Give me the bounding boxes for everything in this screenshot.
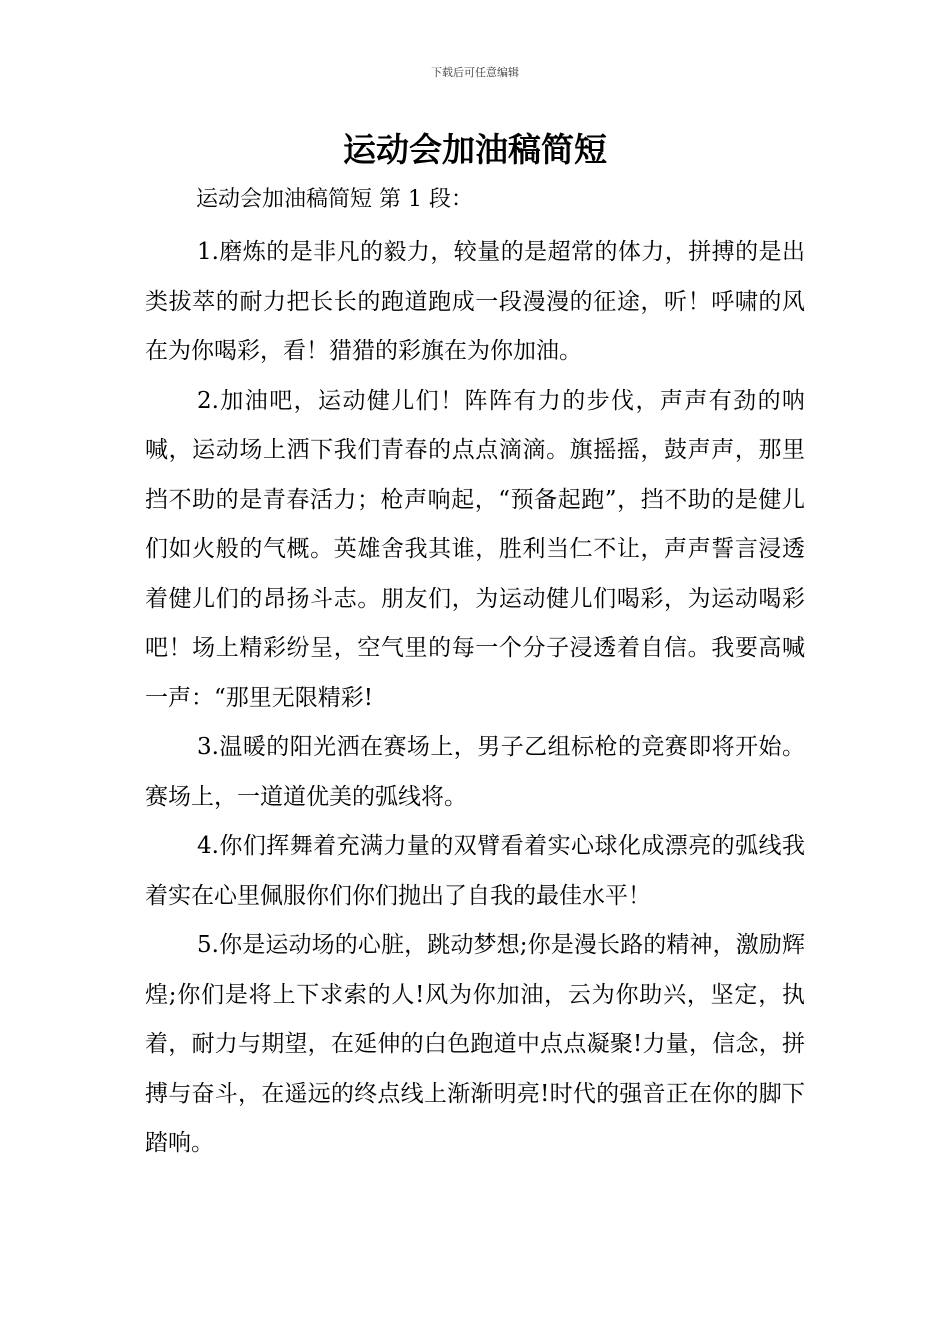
header-note: 下载后可任意编辑 xyxy=(431,66,519,79)
page-title: 运动会加油稿简短 xyxy=(343,130,607,169)
paragraph-1: 1.磨炼的是非凡的毅力，较量的是超常的体力，拼搏的是出类拔萃的耐力把长长的跑道跑成一段漫漫的征途，听！呼啸的风在为你喝彩，看！猎猎的彩旗在为你加油。 xyxy=(145,239,805,364)
document-body xyxy=(145,228,805,1169)
paragraph-5: 5.你是运动场的心脏，跳动梦想;你是漫长路的精神，激励辉煌;你们是将上下求索的人!风为你加油，云为你助兴，坚定，执着，耐力与期望，在延伸的白色跑道中点点凝聚!力量，信念，拼搏与奋斗，在遥远的终点线上渐渐明亮!时代的强音正在你的脚下踏响。 xyxy=(145,932,805,1156)
paragraph-3: 3.温暖的阳光洒在赛场上，男子乙组标枪的竞赛即将开始。赛场上，一道道优美的弧线将。 xyxy=(145,734,805,810)
paragraph-2: 2.加油吧，运动健儿们！阵阵有力的步伐，声声有劲的呐喊，运动场上洒下我们青春的点点滴滴。旗摇摇，鼓声声，那里挡不助的是青春活力；枪声响起，“预备起跑”，挡不助的是健儿们如火般的气概。英雄舍我其谁，胜利当仁不让，声声誓言浸透着健儿们的昂扬斗志。朋友们，为运动健儿们喝彩，为运动喝彩吧！场上精彩纷呈，空气里的每一个分子浸透着自信。我要高喊一声：“那里无限精彩! xyxy=(145,387,805,711)
section-heading: 运动会加油稿简短 第 1 段： xyxy=(196,187,473,212)
paragraph-4: 4.你们挥舞着充满力量的双臂看着实心球化成漂亮的弧线我着实在心里佩服你们你们抛出了自我的最佳水平！ xyxy=(145,833,805,909)
